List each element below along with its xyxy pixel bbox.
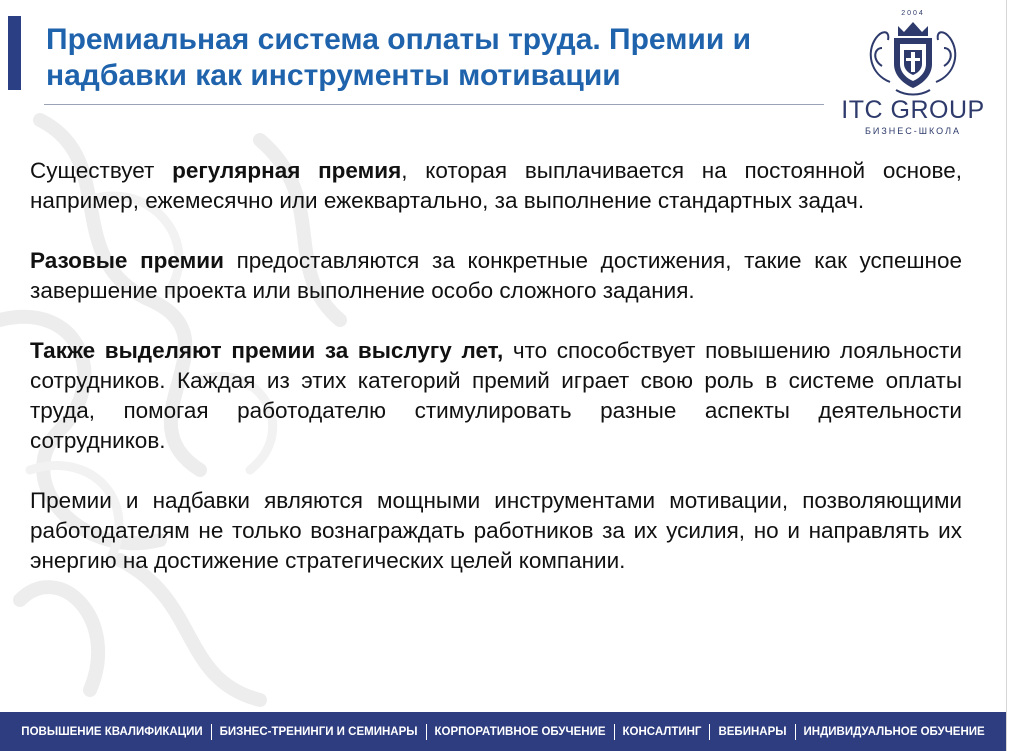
paragraph-regular-bonus: Существует регулярная премия, которая выплачивается на постоянной основе, например, ежемесячно или ежеквартально, за выполнение стандартных задач.: [30, 158, 962, 213]
footer-services-bar: [0, 712, 1006, 751]
term-seniority-bonus: Также выделяют премии за выслугу лет,: [30, 338, 504, 363]
logo-year: 2004: [901, 10, 925, 17]
footer-item-qualification: ПОВЫШЕНИЕ КВАЛИФИКАЦИИ: [21, 725, 203, 738]
footer-item-webinars: ВЕБИНАРЫ: [709, 724, 794, 740]
footer-item-corporate: КОРПОРАТИВНОЕ ОБУЧЕНИЕ: [426, 724, 614, 740]
itc-group-logo: [838, 8, 988, 140]
footer-item-trainings: БИЗНЕС-ТРЕНИНГИ И СЕМИНАРЫ: [211, 724, 426, 740]
slide-body: [30, 156, 962, 606]
paragraph-conclusion: Премии и надбавки являются мощными инструментами мотивации, позволяющими работодателям не только вознаграждать работников за их усилия, но и направлять их энергию на достижение стратегических целей компании.: [30, 488, 962, 573]
paragraph-one-time-bonus: Разовые премии предоставляются за конкретные достижения, такие как успешное завершение проекта или выполнение особо сложного задания.: [30, 248, 962, 303]
term-one-time-bonus: Разовые премии: [30, 248, 224, 273]
crest-icon: [860, 8, 966, 98]
title-accent-bar: [8, 16, 21, 90]
title-divider: [44, 104, 824, 105]
term-regular-bonus: регулярная премия: [172, 158, 402, 183]
logo-subtitle: БИЗНЕС-ШКОЛА: [864, 126, 961, 136]
footer-item-consulting: КОНСАЛТИНГ: [614, 724, 710, 740]
paragraph-seniority-bonus: Также выделяют премии за выслугу лет, что способствует повышению лояльности сотрудников. Каждая из этих категорий премий играет свою роль в системе оплаты труда, помогая работодателю стимулировать разные аспекты деятельности сотрудников.: [30, 338, 962, 453]
slide-title: Премиальная система оплаты труда. Премии и надбавки как инструменты мотивации: [46, 23, 752, 92]
footer-item-individual: ИНДИВИДУАЛЬНОЕ ОБУЧЕНИЕ: [795, 724, 993, 740]
logo-name: ITC GROUP: [841, 96, 985, 124]
